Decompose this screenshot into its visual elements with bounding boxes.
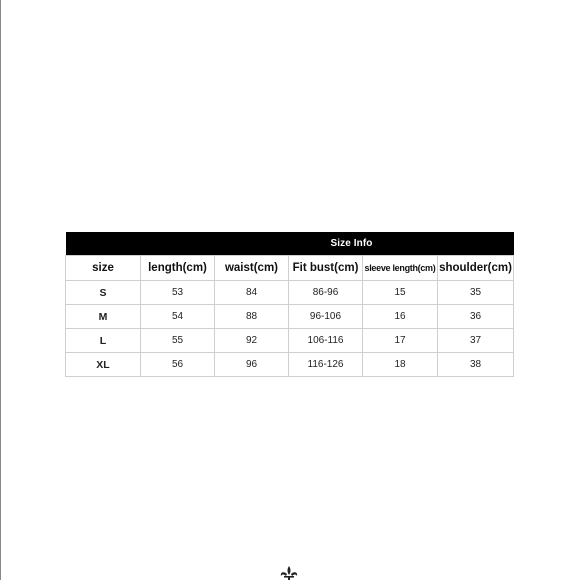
sleeve-length-cell: 18 [363, 353, 438, 377]
size-cell: L [66, 329, 141, 353]
column-header-fit-bust: Fit bust(cm) [289, 256, 363, 281]
table-row [66, 329, 514, 353]
fit-bust-cell: 96-106 [289, 305, 363, 329]
column-header-length: length(cm) [141, 256, 215, 281]
size-cell: S [66, 281, 141, 305]
table-row [66, 281, 514, 305]
table-title-text: Size Info [330, 238, 373, 249]
length-cell: 56 [141, 353, 215, 377]
sleeve-length-cell: 17 [363, 329, 438, 353]
size-chart-table [65, 232, 514, 377]
size-cell: XL [66, 353, 141, 377]
column-header-waist: waist(cm) [215, 256, 289, 281]
waist-cell: 88 [215, 305, 289, 329]
sleeve-length-cell: 16 [363, 305, 438, 329]
waist-cell: 92 [215, 329, 289, 353]
table-row [66, 353, 514, 377]
waist-cell: 84 [215, 281, 289, 305]
table-title [66, 232, 514, 256]
shoulder-cell: 38 [438, 353, 514, 377]
waist-cell: 96 [215, 353, 289, 377]
column-header-sleeve-length: sleeve length(cm) [363, 256, 438, 281]
length-cell: 54 [141, 305, 215, 329]
fit-bust-cell: 106-116 [289, 329, 363, 353]
header-row [66, 256, 514, 281]
title-row [66, 232, 514, 256]
shoulder-cell: 37 [438, 329, 514, 353]
fit-bust-cell: 116-126 [289, 353, 363, 377]
length-cell: 53 [141, 281, 215, 305]
shoulder-cell: 35 [438, 281, 514, 305]
column-header-shoulder: shoulder(cm) [438, 256, 514, 281]
table-row [66, 305, 514, 329]
page-edge-line [0, 0, 1, 580]
fit-bust-cell: 86-96 [289, 281, 363, 305]
sleeve-length-cell: 15 [363, 281, 438, 305]
length-cell: 55 [141, 329, 215, 353]
shoulder-cell: 36 [438, 305, 514, 329]
size-cell: M [66, 305, 141, 329]
column-header-size: size [66, 256, 141, 281]
fleur-de-lis-icon [276, 566, 302, 580]
